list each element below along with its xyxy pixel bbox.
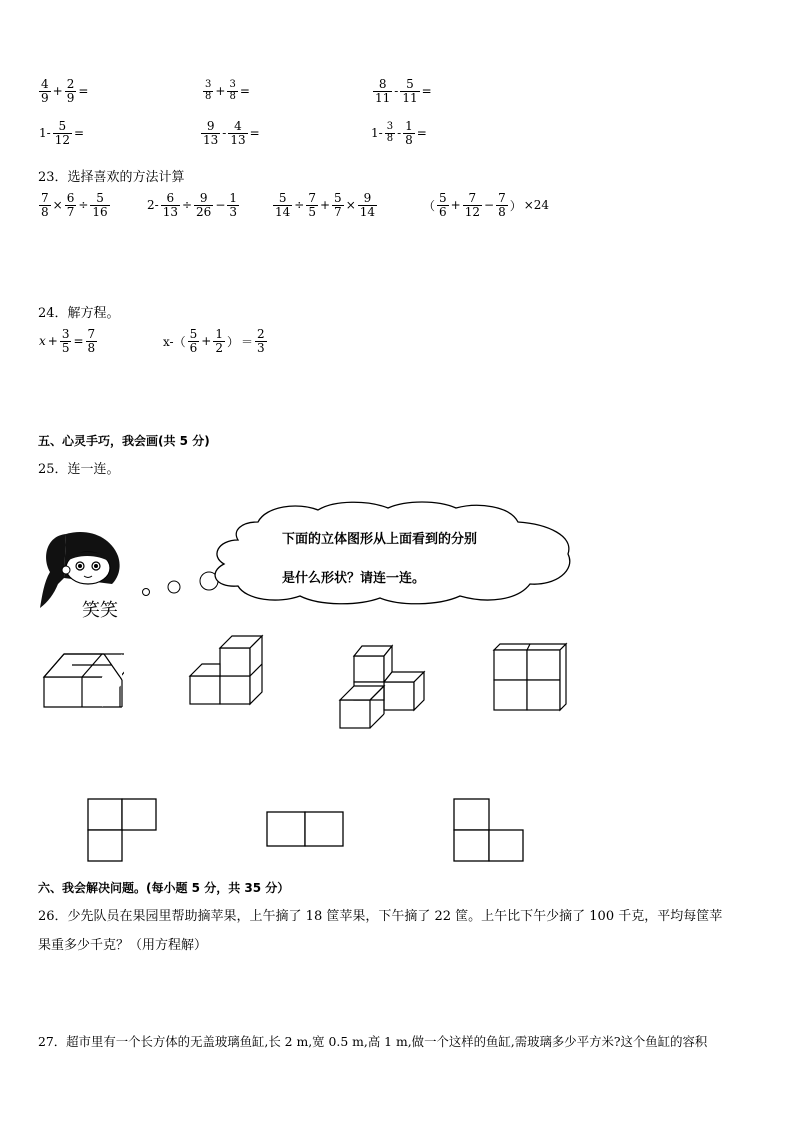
fraction: $\frac{3}{8}$	[205, 79, 212, 102]
q24-equation-2: x-（ $\frac{5}{6}$ + $\frac{1}{2}$ ） ＝ $\frac{2}{3}$	[163, 327, 265, 355]
q23-expr-4: （ $\frac{5}{6}$ + $\frac{7}{12}$ − $\frac{7}{8}$ ） ×24	[423, 191, 550, 219]
fraction: $\frac{7}{8}$	[498, 191, 506, 219]
fraction: $\frac{5}{6}$	[189, 327, 198, 355]
section-6-heading: 六、我会解决问题。(每小题 5 分，共 35 分）	[38, 881, 290, 895]
row2-expr-3: 1- $\frac{3}{8}$ - $\frac{1}{8}$ =	[371, 119, 427, 147]
q23-expr-2: 2- $\frac{6}{13}$ ÷ $\frac{9}{26}$ − $\frac{1}{3}$	[147, 191, 238, 219]
question-25-title: 25．连一连。	[38, 462, 120, 477]
thought-text-line-2: 是什么形状？请连一连。	[282, 571, 426, 586]
top-view-shape-1	[86, 797, 158, 863]
fraction: $\frac{2}{3}$	[257, 327, 265, 355]
row2-expr-1: 1- $\frac{5}{12}$ =	[39, 119, 85, 147]
question-26-line-1: 26．少先队员在果园里帮助摘苹果，上午摘了 18 筐苹果，下午摘了 22 筐。上午比下午少摘了 100 千克，平均每筐苹	[38, 909, 723, 924]
fraction: $\frac{3}{8}$	[386, 121, 394, 144]
fraction: $\frac{8}{11}$	[375, 77, 391, 105]
fraction: $\frac{3}{8}$	[229, 79, 236, 102]
q23-expr-1: $\frac{7}{8}$ × $\frac{6}{7}$ ÷ $\frac{5}{16}$	[41, 191, 108, 219]
row1-expr-1: $\frac{4}{9}$ + $\frac{2}{9}$ =	[41, 77, 89, 105]
fraction: $\frac{5}{16}$	[92, 191, 108, 219]
fraction: $\frac{7}{5}$	[308, 191, 316, 219]
question-27-line-1: 27．超市里有一个长方体的无盖玻璃鱼缸,长 2 m,宽 0.5 m,高 1 m,做一个这样的鱼缸,需玻璃多少平方米?这个鱼缸的容积	[38, 1034, 708, 1049]
row1-expr-2: $\frac{3}{8}$ + $\frac{3}{8}$ =	[205, 79, 250, 102]
top-view-shape-3	[452, 797, 526, 863]
solid-figure-4	[490, 640, 570, 714]
fraction: $\frac{2}{9}$	[66, 77, 75, 105]
fraction: $\frac{7}{8}$	[41, 191, 49, 219]
row2-expr-2: $\frac{9}{13}$ - $\frac{4}{13}$ =	[203, 119, 260, 147]
section-5-heading: 五、心灵手巧，我会画(共 5 分)	[38, 434, 210, 448]
question-24-title: 24．解方程。	[38, 306, 120, 321]
question-23-title: 23．选择喜欢的方法计算	[38, 170, 185, 185]
fraction: $\frac{3}{5}$	[61, 327, 70, 355]
solid-figure-2	[188, 632, 264, 706]
thought-text-line-1: 下面的立体图形从上面看到的分别	[282, 532, 478, 547]
top-view-shape-2	[265, 810, 347, 848]
fraction: $\frac{5}{6}$	[439, 191, 447, 219]
fraction: $\frac{5}{12}$	[54, 119, 70, 147]
row1-expr-3: $\frac{8}{11}$ - $\frac{5}{11}$ =	[375, 77, 432, 105]
fraction: $\frac{9}{14}$	[359, 191, 376, 219]
fraction: $\frac{6}{7}$	[66, 191, 75, 219]
fraction: $\frac{6}{13}$	[162, 191, 178, 219]
q23-expr-3: $\frac{5}{14}$ ÷ $\frac{7}{5}$ + $\frac{5}{7}$ × $\frac{9}{14}$	[275, 191, 376, 219]
fraction: $\frac{4}{9}$	[41, 77, 49, 105]
thought-bubble	[138, 500, 584, 610]
fraction: $\frac{1}{8}$	[405, 119, 413, 147]
fraction: $\frac{5}{11}$	[402, 77, 418, 105]
fraction: $\frac{1}{2}$	[215, 327, 223, 355]
fraction: $\frac{5}{14}$	[275, 191, 291, 219]
fraction: $\frac{5}{7}$	[334, 191, 342, 219]
fraction: $\frac{7}{12}$	[464, 191, 480, 219]
solid-figure-3	[336, 642, 428, 730]
fraction: $\frac{9}{13}$	[203, 119, 219, 147]
fraction: $\frac{9}{26}$	[196, 191, 212, 219]
fraction: $\frac{1}{3}$	[229, 191, 238, 219]
solid-figure-1	[42, 650, 124, 710]
fraction: $\frac{4}{13}$	[230, 119, 246, 147]
question-26-line-2: 果重多少千克？（用方程解）	[38, 938, 208, 953]
fraction: $\frac{7}{8}$	[87, 327, 96, 355]
q24-equation-1: x + $\frac{3}{5}$ = $\frac{7}{8}$	[39, 327, 96, 355]
girl-name: 笑笑	[82, 600, 118, 621]
